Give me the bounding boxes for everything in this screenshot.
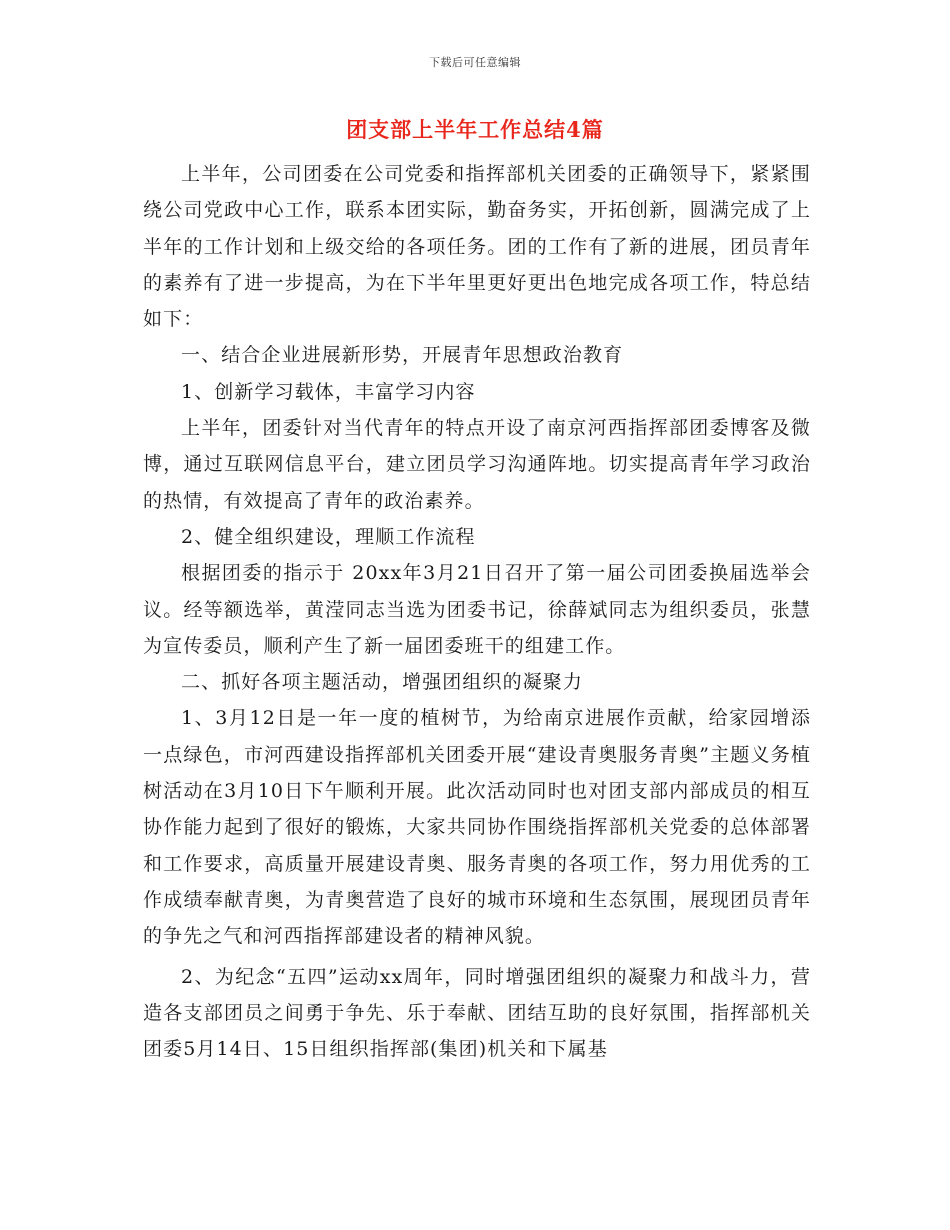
paragraph-2-2: 2、为纪念“五四”运动xx周年，同时增强团组织的凝聚力和战斗力，营造各支部团员之间勇于争先、乐于奉献、团结互助的良好氛围，指挥部机关团委5月14日、15日组织指挥部(集团)机关和下属基 (143, 965, 811, 1061)
section-heading-1: 一、结合企业进展新形势，开展青年思想政治教育 (181, 344, 624, 367)
paragraph-2-1: 1、3月12日是一年一度的植树节，为给南京进展作贡献，给家园增添一点绿色，市河西建设指挥部机关团委开展“建设青奥服务青奥”主题义务植树活动在3月10日下午顺利开展。此次活动同时也对团支部内部成员的相互协作能力起到了很好的锻炼，大家共同协作围绕指挥部机关党委的总体部署和工作要求，高质量开展建设青奥、服务青奥的各项工作，努力用优秀的工作成绩奉献青奥，为青奥营造了良好的城市环境和生态氛围，展现团员青年的争先之气和河西指挥部建设者的精神风貌。 (143, 707, 811, 948)
section-heading-2: 二、抓好各项主题活动，增强团组织的凝聚力 (181, 671, 584, 694)
paragraph-1-2: 根据团委的指示于 20xx年3月21日召开了第一届公司团委换届选举会议。经等额选举，黄滢同志当选为团委书记，徐薛斌同志为组织委员，张慧为宣传委员，顺利产生了新一届团委班干的组建工作。 (143, 562, 811, 657)
subsection-heading-1-2: 2、健全组织建设，理顺工作流程 (181, 525, 476, 548)
paragraph-1-1: 上半年，团委针对当代青年的特点开设了南京河西指挥部团委博客及微博，通过互联网信息平台，建立团员学习沟通阵地。切实提高青年学习政治的热情，有效提高了青年的政治素养。 (143, 417, 811, 512)
document-body (143, 156, 811, 1067)
header-note: 下载后可任意编辑 (429, 56, 521, 69)
subsection-heading-1-1: 1、创新学习载体，丰富学习内容 (181, 380, 476, 403)
paragraph-intro: 上半年，公司团委在公司党委和指挥部机关团委的正确领导下，紧紧围绕公司党政中心工作，联系本团实际，勤奋务实，开拓创新，圆满完成了上半年的工作计划和上级交给的各项任务。团的工作有了新的进展，团员青年的素养有了进一步提高，为在下半年里更好更出色地完成各项工作，特总结如下： (143, 163, 811, 331)
document-title: 团支部上半年工作总结4篇 (346, 117, 604, 142)
